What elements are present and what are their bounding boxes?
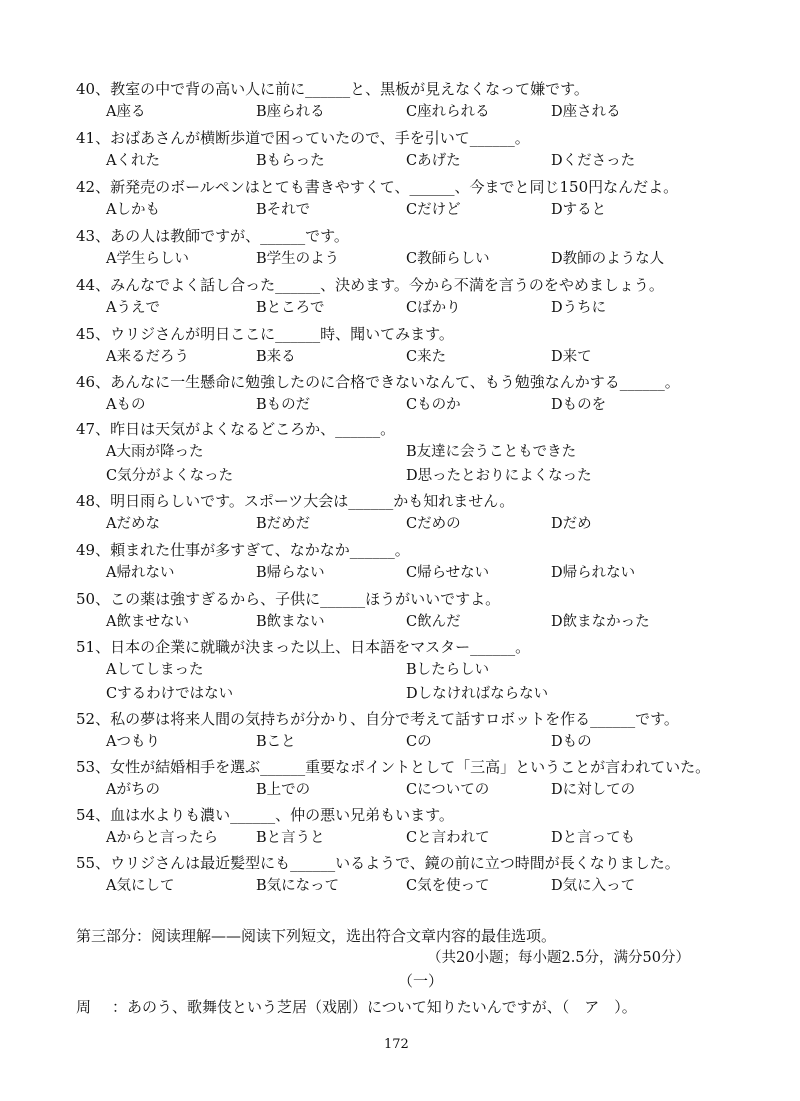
section-score: （共20小题；每小题2.5分，满分50分）: [427, 950, 690, 966]
option-c: C座れられる: [406, 104, 490, 120]
question-47: [76, 418, 756, 488]
options-row: [76, 345, 756, 369]
question-stem: 50、この薬は強すぎるから、子供に______ほうがいいですよ。: [76, 590, 501, 608]
question-43: [76, 225, 756, 271]
options-row: [76, 198, 756, 222]
option-d: Dくださった: [551, 153, 636, 169]
option-d: Dうちに: [551, 300, 607, 316]
option-c: C帰らせない: [406, 565, 490, 581]
question-stem: 48、明日雨らしいです。スポーツ大会は______かも知れません。: [76, 492, 515, 510]
question-stem: 42、新発売のボールペンはとても書きやすくて、______、今までと同じ150円なんだよ。: [76, 178, 679, 196]
option-a: A大雨が降った: [106, 444, 204, 460]
question-46: [76, 371, 756, 417]
option-b: B友達に会うこともできた: [406, 444, 577, 460]
option-c: C気分がよくなった: [106, 468, 234, 484]
option-a: A飲ませない: [106, 614, 189, 630]
question-stem: 54、血は水よりも濃い______、仲の悪い兄弟もいます。: [76, 806, 454, 824]
option-b: Bもらった: [256, 153, 325, 169]
question-stem: 45、ウリジさんが明日ここに______時、聞いてみます。: [76, 325, 454, 343]
dialog-text: ：あのう、歌舞伎という芝居（戏剧）について知りたいんですが、（ ア ）。: [112, 998, 637, 1016]
option-c: Cについての: [406, 782, 490, 798]
option-a: Aつもり: [106, 734, 160, 750]
question-stem: 46、あんなに一生懸命に勉強したのに合格できないなんて、もう勉強なんかする______。: [76, 373, 680, 391]
options-row: [76, 730, 756, 754]
option-c: Cあげた: [406, 153, 461, 169]
section-title: 第三部分：阅读理解——阅读下列短文，选出符合文章内容的最佳选项。: [76, 927, 557, 945]
option-b: B学生のよう: [256, 251, 340, 267]
options-row: [76, 610, 756, 634]
option-a: Aしてしまった: [106, 662, 204, 678]
option-d: Dすると: [551, 202, 607, 218]
question-52: [76, 708, 756, 754]
option-b: Bものだ: [256, 397, 311, 413]
option-d: Dだめ: [551, 516, 592, 532]
option-d: Dものを: [551, 397, 607, 413]
question-stem: 43、あの人は教師ですが、______です。: [76, 227, 349, 245]
question-44: [76, 274, 756, 320]
option-b: Bそれで: [256, 202, 311, 218]
option-a: A座る: [106, 104, 146, 120]
option-b: Bしたらしい: [406, 662, 490, 678]
option-a: A気にして: [106, 878, 175, 894]
option-d: D教師のような人: [551, 251, 665, 267]
option-b: Bだめだ: [256, 516, 311, 532]
option-b: B飲まない: [256, 614, 325, 630]
option-a: A来るだろう: [106, 349, 189, 365]
option-d: Dと言っても: [551, 830, 636, 846]
option-c: C気を使って: [406, 878, 490, 894]
option-b: Bと言うと: [256, 830, 325, 846]
option-a: Aしかも: [106, 202, 160, 218]
dialog-line: [76, 996, 637, 1018]
question-stem: 44、みんなでよく話し合った______、決めます。今から不満を言うのをやめましょう。: [76, 276, 664, 294]
option-c: C来た: [406, 349, 447, 365]
question-54: [76, 804, 756, 850]
question-stem: 52、私の夢は将来人間の気持ちが分かり、自分で考えて話すロボットを作る______です。: [76, 710, 679, 728]
option-d: Dに対しての: [551, 782, 636, 798]
option-a: A学生らしい: [106, 251, 189, 267]
question-55: [76, 852, 756, 898]
question-50: [76, 588, 756, 634]
option-c: Cの: [406, 734, 432, 750]
question-41: [76, 127, 756, 173]
option-a: A帰れない: [106, 565, 175, 581]
options-row: [76, 247, 756, 271]
option-b: Bところで: [256, 300, 325, 316]
options-row: [76, 874, 756, 898]
option-a: Aがちの: [106, 782, 160, 798]
page-number: 172: [384, 1037, 409, 1052]
option-d: D来て: [551, 349, 592, 365]
option-a: Aうえで: [106, 300, 160, 316]
option-d: Dしなければならない: [406, 686, 549, 702]
question-42: [76, 176, 756, 222]
option-a: Aからと言ったら: [106, 830, 218, 846]
option-d: D座される: [551, 104, 621, 120]
question-stem: 55、ウリジさんは最近髪型にも______いるようで、鏡の前に立つ時間が長くなりました。: [76, 854, 680, 872]
options-grid: [76, 658, 756, 706]
option-b: Bこと: [256, 734, 296, 750]
question-stem: 40、教室の中で背の高い人に前に______と、黒板が見えなくなって嫌です。: [76, 80, 589, 98]
options-row: [76, 149, 756, 173]
option-c: Cするわけではない: [106, 686, 234, 702]
option-c: Cだめの: [406, 516, 461, 532]
question-stem: 47、昨日は天気がよくなるどころか、______。: [76, 420, 396, 438]
option-b: B上での: [256, 782, 311, 798]
option-c: C飲んだ: [406, 614, 461, 630]
option-c: Cばかり: [406, 300, 461, 316]
question-stem: 41、おばあさんが横断歩道で困っていたので、手を引いて______。: [76, 129, 530, 147]
options-grid: [76, 440, 756, 488]
question-51: [76, 636, 756, 706]
option-d: Dもの: [551, 734, 592, 750]
options-row: [76, 778, 756, 802]
dialog-speaker: 周: [76, 998, 92, 1016]
option-b: B来る: [256, 349, 296, 365]
question-53: [76, 756, 756, 802]
option-b: B気になって: [256, 878, 340, 894]
subsection-label: （一）: [398, 972, 444, 990]
question-stem: 49、頼まれた仕事が多すぎて、なかなか______。: [76, 541, 410, 559]
options-row: [76, 561, 756, 585]
options-row: [76, 100, 756, 124]
option-a: Aだめな: [106, 516, 160, 532]
option-c: Cだけど: [406, 202, 461, 218]
question-45: [76, 323, 756, 369]
option-a: Aもの: [106, 397, 146, 413]
option-b: B座られる: [256, 104, 325, 120]
options-row: [76, 826, 756, 850]
option-c: Cものか: [406, 397, 461, 413]
options-row: [76, 512, 756, 536]
options-row: [76, 393, 756, 417]
option-c: C教師らしい: [406, 251, 490, 267]
option-c: Cと言われて: [406, 830, 490, 846]
option-d: D気に入って: [551, 878, 636, 894]
question-40: [76, 78, 756, 124]
question-stem: 53、女性が結婚相手を選ぶ______重要なポイントとして「三高」ということが言われていた。: [76, 758, 711, 776]
question-48: [76, 490, 756, 536]
option-b: B帰らない: [256, 565, 325, 581]
options-row: [76, 296, 756, 320]
question-stem: 51、日本の企業に就職が決まった以上、日本語をマスター______。: [76, 638, 531, 656]
option-a: Aくれた: [106, 153, 160, 169]
option-d: D帰られない: [551, 565, 636, 581]
option-d: D飲まなかった: [551, 614, 650, 630]
option-d: D思ったとおりによくなった: [406, 468, 592, 484]
question-49: [76, 539, 756, 585]
